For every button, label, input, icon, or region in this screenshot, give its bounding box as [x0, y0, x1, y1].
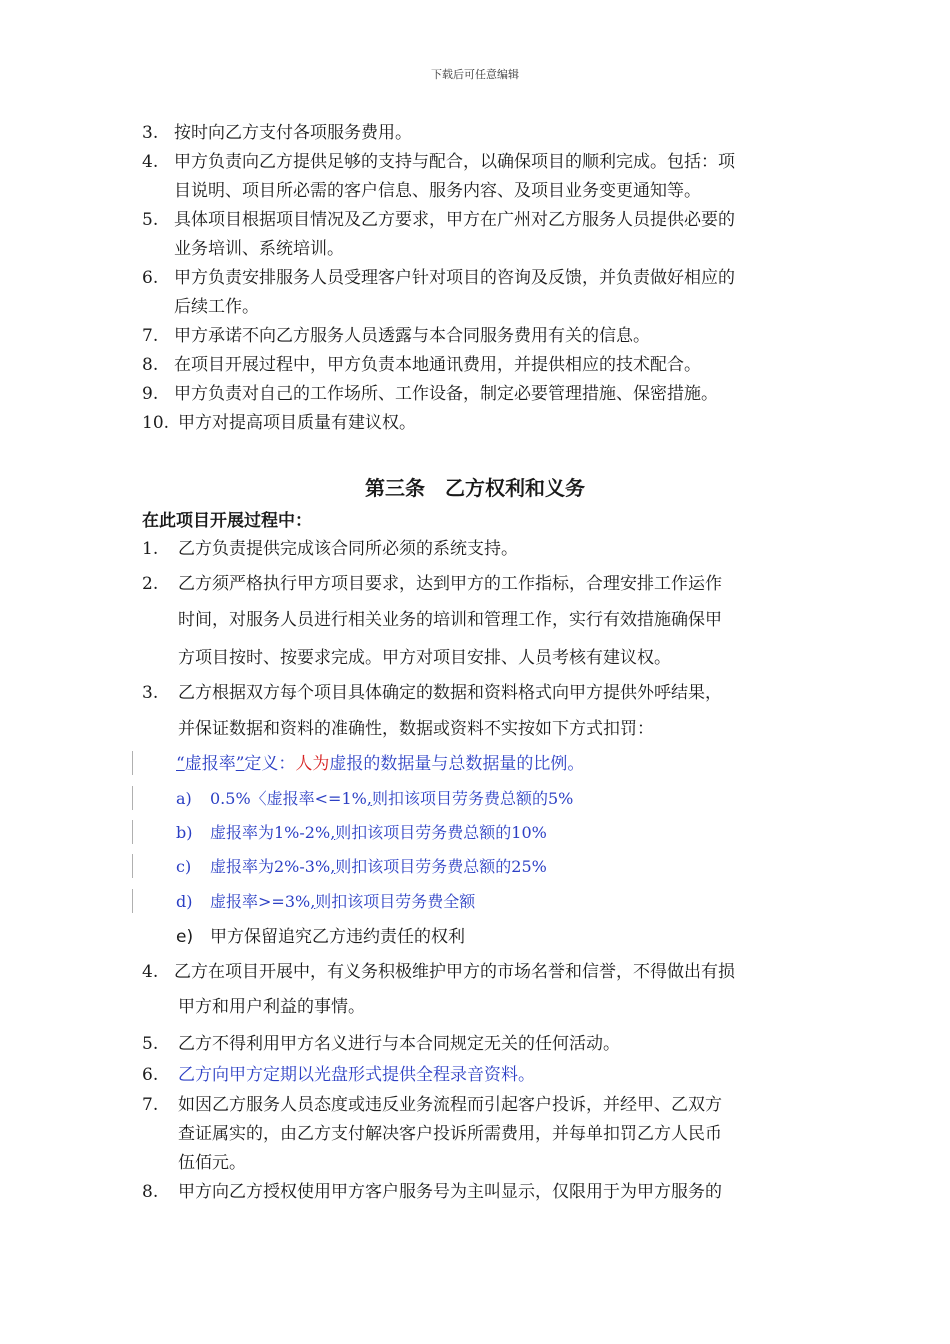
quote-open: “ [176, 754, 185, 774]
item-text: 甲方负责安排服务人员受理客户针对项目的咨询及反馈，并负责做好相应的 [174, 268, 735, 288]
revision-bar [132, 786, 133, 810]
item-text: 乙方根据双方每个项目具体确定的数据和资料格式向甲方提供外呼结果， [178, 683, 722, 703]
penalty-sep: , [330, 823, 336, 842]
penalty-sep: , [330, 857, 336, 876]
revision-bar [132, 854, 133, 878]
revision-bar [132, 820, 133, 844]
list-item [142, 122, 412, 144]
item-number: 4. [142, 152, 159, 172]
penalty-item [176, 822, 547, 844]
list-item [142, 1181, 722, 1203]
list-item [142, 151, 735, 173]
penalty-item [176, 856, 547, 878]
list-item [142, 573, 722, 595]
item-number: 8. [142, 1182, 159, 1202]
item-number: 7. [142, 326, 159, 346]
list-item [142, 682, 722, 704]
list-item [142, 1033, 620, 1055]
item-number: 7. [142, 1095, 159, 1115]
item-text: 甲方向乙方授权使用甲方客户服务号为主叫显示，仅限用于为甲方服务的 [178, 1182, 722, 1202]
item-text: 乙方负责提供完成该合同所必须的系统支持。 [178, 539, 518, 559]
item-text: 具体项目根据项目情况及乙方要求，甲方在广州对乙方服务人员提供必要的 [174, 210, 735, 230]
definition-red-text: 人为 [295, 754, 330, 774]
penalty-label: b) [176, 823, 193, 842]
penalty-label: c) [176, 857, 192, 876]
revision-bar [132, 751, 133, 775]
list-item [142, 1094, 722, 1116]
penalty-result: 则扣该项目劳务费总额的25% [335, 857, 547, 876]
list-item-continuation: 伍佰元。 [178, 1153, 246, 1173]
list-item [142, 325, 650, 347]
penalty-result: 则扣该项目劳务费总额的5% [371, 789, 574, 808]
penalty-condition: 虚报率为2%-3% [210, 857, 331, 876]
penalty-label: a) [176, 789, 192, 808]
revision-bar [132, 889, 133, 913]
list-item [142, 209, 735, 231]
item-number: 9. [142, 384, 159, 404]
item-text: 乙方不得利用甲方名义进行与本合同规定无关的任何活动。 [178, 1034, 620, 1054]
item-text: 甲方对提高项目质量有建议权。 [178, 413, 416, 433]
item-number: 10. [142, 413, 170, 433]
item-number: 5. [142, 210, 159, 230]
item-number: 3. [142, 683, 159, 703]
item-text: 乙方向甲方定期以光盘形式提供全程录音资料。 [178, 1065, 535, 1085]
definition-text: 虚报的数据量与总数据量的比例。 [329, 754, 585, 774]
list-item [142, 412, 416, 434]
list-item-continuation: 业务培训、系统培训。 [174, 239, 344, 259]
item-text: 在项目开展过程中，甲方负责本地通讯费用，并提供相应的技术配合。 [174, 355, 701, 375]
page-header: 下载后可任意编辑 [431, 68, 519, 81]
item-number: 4. [142, 962, 159, 982]
penalty-sep: , [310, 892, 316, 911]
section-intro: 在此项目开展过程中： [142, 511, 312, 531]
definition-term: 虚报率 [184, 754, 236, 774]
penalty-item [176, 788, 573, 810]
item-number: 2. [142, 574, 159, 594]
list-item-continuation: 方项目按时、按要求完成。甲方对项目安排、人员考核有建议权。 [178, 648, 671, 668]
item-text: 甲方负责向乙方提供足够的支持与配合，以确保项目的顺利完成。包括：项 [174, 152, 735, 172]
penalty-condition: 虚报率>=3% [210, 892, 311, 911]
penalty-text: 甲方保留追究乙方违约责任的权利 [210, 927, 465, 947]
list-item [142, 1064, 535, 1086]
penalty-label: e) [176, 927, 194, 947]
section-title: 第三条 乙方权利和义务 [365, 476, 585, 500]
penalty-condition: 0.5%〈虚报率<=1% [210, 789, 367, 808]
list-item [142, 267, 735, 289]
definition-line [176, 753, 584, 775]
item-text: 甲方负责对自己的工作场所、工作设备，制定必要管理措施、保密措施。 [174, 384, 718, 404]
item-text: 按时向乙方支付各项服务费用。 [174, 123, 412, 143]
item-number: 8. [142, 355, 159, 375]
item-text: 乙方须严格执行甲方项目要求，达到甲方的工作指标，合理安排工作运作 [178, 574, 722, 594]
penalty-item [176, 891, 475, 913]
definition-label: 定义： [244, 754, 296, 774]
penalty-condition: 虚报率为1%-2% [210, 823, 331, 842]
item-text: 如因乙方服务人员态度或违反业务流程而引起客户投诉，并经甲、乙双方 [178, 1095, 722, 1115]
list-item [142, 538, 518, 560]
list-item-continuation: 甲方和用户利益的事情。 [178, 997, 365, 1017]
penalty-sep: , [366, 789, 372, 808]
list-item-continuation: 后续工作。 [174, 297, 259, 317]
item-number: 6. [142, 268, 159, 288]
item-text: 乙方在项目开展中，有义务积极维护甲方的市场名誉和信誉，不得做出有损 [174, 962, 735, 982]
item-number: 5. [142, 1034, 159, 1054]
list-item [142, 383, 718, 405]
penalty-item [176, 926, 465, 948]
list-item-continuation: 查证属实的，由乙方支付解决客户投诉所需费用，并每单扣罚乙方人民币 [178, 1124, 722, 1144]
quote-close: ” [235, 754, 245, 774]
item-number: 6. [142, 1065, 159, 1085]
penalty-label: d) [176, 892, 193, 911]
item-number: 3. [142, 123, 159, 143]
list-item-continuation: 并保证数据和资料的准确性，数据或资料不实按如下方式扣罚： [178, 719, 654, 739]
list-item-continuation: 时间，对服务人员进行相关业务的培训和管理工作，实行有效措施确保甲 [178, 610, 722, 630]
list-item [142, 354, 701, 376]
item-text: 甲方承诺不向乙方服务人员透露与本合同服务费用有关的信息。 [174, 326, 650, 346]
penalty-result: 则扣该项目劳务费总额的10% [335, 823, 547, 842]
list-item [142, 961, 735, 983]
list-item-continuation: 目说明、项目所必需的客户信息、服务内容、及项目业务变更通知等。 [174, 181, 701, 201]
item-number: 1. [142, 539, 159, 559]
penalty-result: 则扣该项目劳务费全额 [315, 892, 476, 911]
